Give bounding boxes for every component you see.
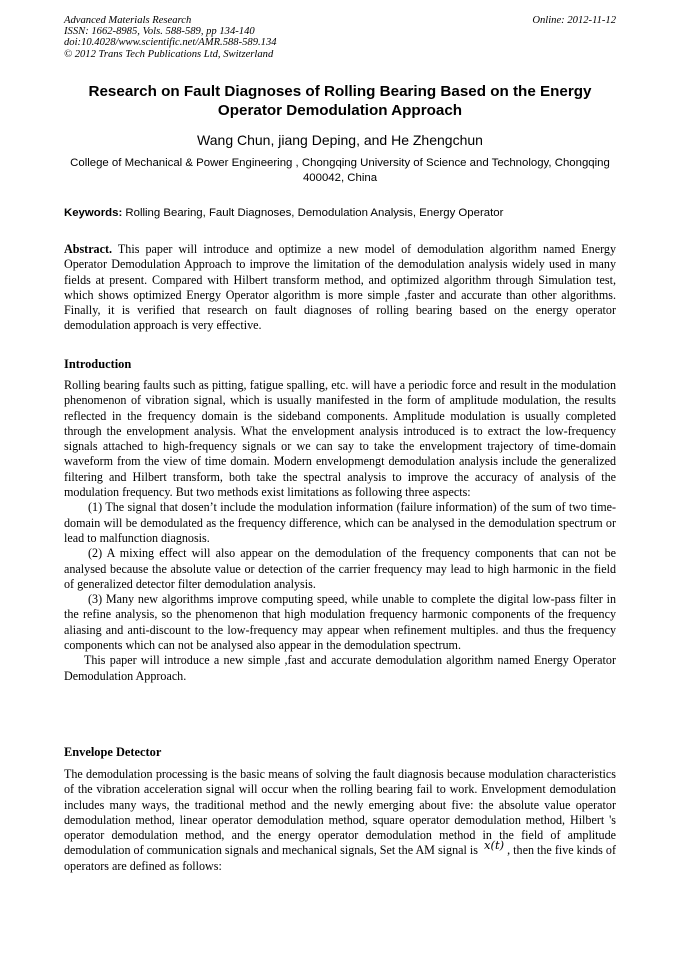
journal-name: Advanced Materials Research — [64, 15, 192, 26]
section-heading-envelope-detector: Envelope Detector — [64, 745, 162, 759]
keywords — [64, 206, 616, 221]
keywords-label: Keywords: — [64, 207, 123, 219]
introduction-body — [64, 378, 616, 684]
paper-authors: Wang Chun, jiang Deping, and He Zhengchun — [197, 132, 483, 148]
paper-affiliation: College of Mechanical & Power Engineering , Chongqing University of Science and Technology, Chongqing 400042, China — [70, 157, 610, 184]
abstract — [64, 242, 616, 334]
doi-line: doi:10.4028/www.scientific.net/AMR.588-589.134 — [64, 37, 277, 49]
issn-line: ISSN: 1662-8985, Vols. 588-589, pp 134-140 — [64, 26, 255, 38]
intro-paragraph-3: (2) A mixing effect will also appear on the demodulation of the frequency components that can not be analysed because the absolute value or detection of the carrier frequency may lead to high harmonic in the field of generalized detector filter demodulation analysis. — [64, 546, 616, 591]
envelope-text-after: , then the five kinds of operators are defined as follows: — [64, 843, 616, 873]
intro-paragraph-5: This paper will introduce a new simple ,fast and accurate demodulation algorithm named Energy Operator Demodulation Approach. — [64, 653, 616, 683]
journal-header — [64, 15, 616, 60]
am-signal-formula: x(t) — [484, 838, 505, 853]
envelope-paragraph-1 — [64, 767, 616, 874]
envelope-text-before: The demodulation processing is the basic means of solving the fault diagnosis because modulation characteristics of the vibration acceleration signal will occur when the rolling bearing fail to work. Envelopment demodulation includes many ways, the traditional method and the newly emerging about five: the absolute value operator demodulation method, linear operator demodulation method, square operator demodulation method, Hilbert 's operator demodulation method, and the energy operator demodulation method in the field of amplitude demodulation of communication signals and mechanical signals, Set the AM signal is — [64, 767, 616, 858]
abstract-label: Abstract. — [64, 242, 113, 256]
intro-paragraph-4: (3) Many new algorithms improve computing speed, while unable to complete the digital low-pass filter in the refine analysis, so the phenomenon that high modulation frequency harmonic components of the frequency aliasing and anti-discount to the low-frequency may appear when refinement multiples. and thus the frequency components which can not be analysed also appear in the demodulation spectrum. — [64, 592, 616, 653]
intro-paragraph-2: (1) The signal that dosen’t include the modulation information (failure information) of the sum of two time-domain will be demodulated as the frequency difference, which can be analysed in the demodulation spectrum or lead to malfunction diagnosis. — [64, 500, 616, 545]
intro-paragraph-1: Rolling bearing faults such as pitting, fatigue spalling, etc. will have a periodic force and result in the modulation phenomenon of vibration signal, which is usually manifested in the form of amplitude modulation, the results reflected in the frequency domain is the sideband components. Amplitude modulation is usually completed through the envelopment analysis. What the envelopment analysis introduced is to extract the low-frequency signals attached to high-frequency signals or we can say to take the envelopment trajectory of time-domain waveform from the view of time domain. Modern envelopmengt demodulation analysis include the generalized filtering and Hilbert transform, both take the spectral analysis to improve the accuracy of analysis of the modulation frequency. But two methods exist limitations as following three aspects: — [64, 378, 616, 500]
online-date: Online: 2012-11-12 — [532, 15, 616, 26]
section-heading-introduction: Introduction — [64, 357, 132, 371]
abstract-text: This paper will introduce and optimize a new model of demodulation algorithm named Energy Operator Demodulation Approach to improve the limitation of the demodulation analysis widely used in many fields at present. Compared with Hilbert transform method, and optimized algorithm through Simulation test, which shows optimized Energy Operator algorithm is more simple ,faster and accurate than other algorithms. Finally, it is verified that research on fault diagnoses of rolling bearing based on the energy operator demodulation approach is very effective. — [64, 242, 616, 333]
envelope-body — [64, 767, 616, 874]
paper-title: Research on Fault Diagnoses of Rolling Bearing Based on the Energy Operator Demodulation Approach — [88, 83, 592, 119]
keywords-text: Rolling Bearing, Fault Diagnoses, Demodulation Analysis, Energy Operator — [122, 207, 504, 219]
copyright-line: © 2012 Trans Tech Publications Ltd, Switzerland — [64, 48, 274, 60]
